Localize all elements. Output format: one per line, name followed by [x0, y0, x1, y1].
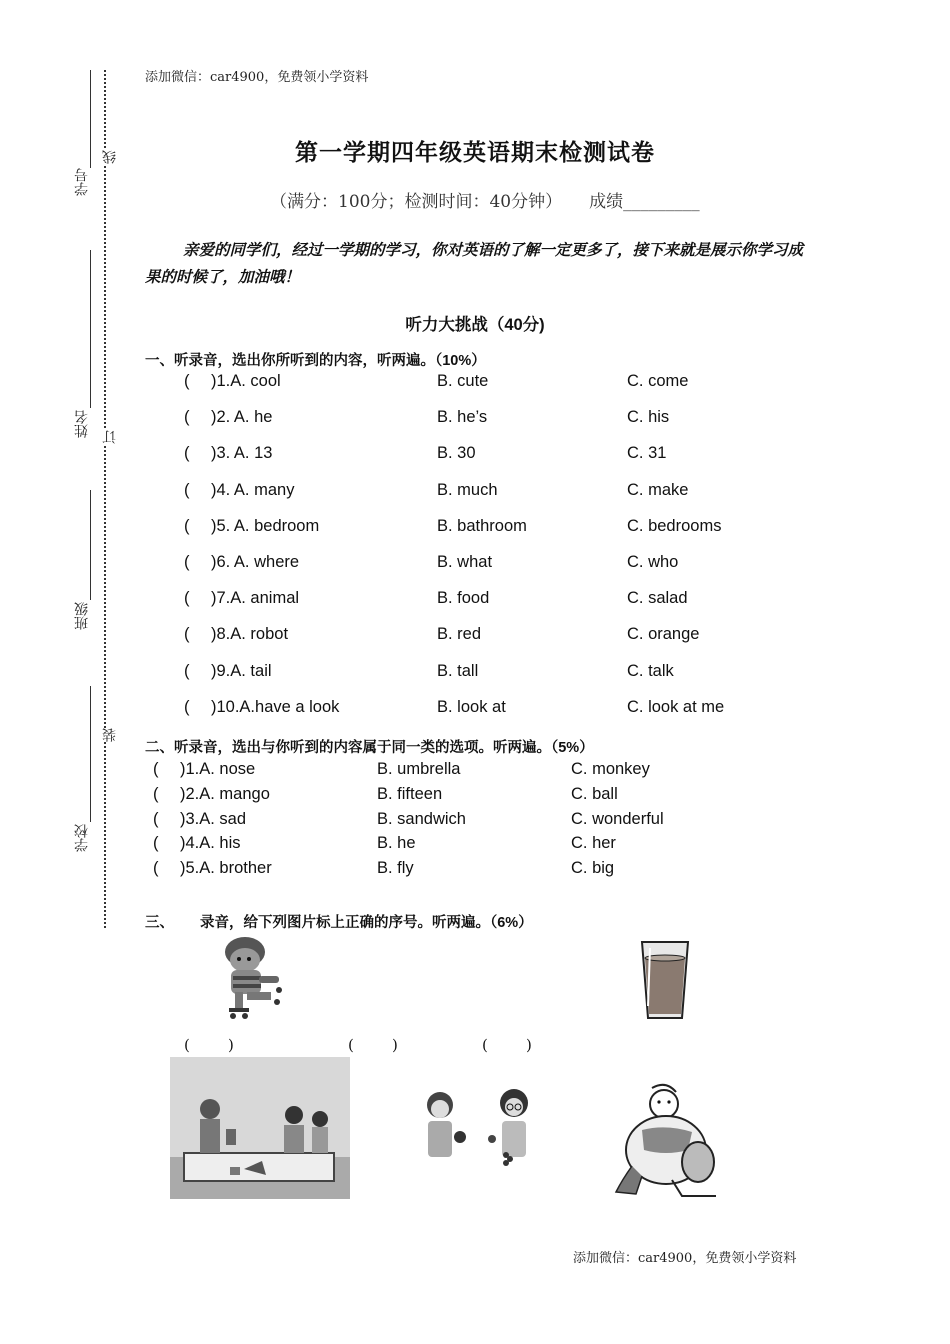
question-row	[0, 481, 950, 505]
option-b: B. red	[437, 625, 482, 644]
option-c: C. 31	[627, 444, 667, 463]
option-a: )10.A.have a look	[211, 697, 340, 716]
option-b: B. 30	[437, 444, 476, 463]
page-subtitle: （满分：100分；检测时间：40分钟） 成绩_________	[270, 192, 700, 212]
option-c: C. orange	[627, 625, 700, 644]
question-row	[0, 785, 950, 809]
picture-blank-3[interactable]: ( )	[482, 1036, 532, 1054]
option-a: )6. A. where	[211, 553, 300, 571]
option-c: C. make	[627, 480, 689, 499]
question-row	[0, 553, 950, 577]
option-c: C. talk	[627, 661, 674, 680]
question-row	[0, 662, 950, 686]
question-row	[0, 408, 950, 432]
option-b: B. cute	[437, 372, 489, 390]
binding-label-school: 学校	[74, 824, 90, 852]
answer-paren[interactable]: (	[184, 372, 190, 390]
fat-man-picture	[612, 1080, 724, 1198]
binding-label-name: 姓名	[74, 410, 90, 438]
binding-char-fold: 装	[102, 728, 118, 742]
question-row	[0, 834, 950, 858]
answer-paren[interactable]: (	[184, 480, 190, 499]
option-b: B. what	[437, 553, 493, 571]
option-c: C. her	[571, 834, 616, 853]
answer-paren[interactable]: (	[184, 408, 190, 427]
option-a: )3.A. sad	[180, 809, 247, 828]
answer-paren[interactable]: (	[153, 784, 159, 803]
part2-heading: 二、听录音，选出与你听到的内容属于同一类的选项。听两遍。（5%）	[145, 740, 594, 756]
answer-paren[interactable]: (	[184, 625, 190, 644]
intro-paragraph: 亲爱的同学们，经过一学期的学习，你对英语的了解一定更多了，接下来就是展示你学习成果的时候了，加油哦！	[145, 240, 804, 286]
binding-char-line: 线	[102, 150, 118, 164]
option-b: B. food	[437, 589, 490, 608]
answer-paren[interactable]: (	[184, 516, 190, 535]
answer-paren[interactable]: (	[153, 809, 159, 828]
picture-blank-2[interactable]: ( )	[348, 1036, 398, 1054]
option-a: )8.A. robot	[211, 625, 289, 644]
option-a: )5. A. bedroom	[211, 516, 320, 535]
option-c: C. look at me	[627, 697, 725, 716]
juice-glass-picture	[636, 936, 694, 1024]
option-b: B. he	[377, 834, 416, 853]
option-a: )3. A. 13	[211, 444, 273, 463]
option-a: )4.A. his	[180, 834, 241, 853]
option-b: B. he’s	[437, 408, 488, 427]
question-row	[0, 760, 950, 784]
question-row	[0, 859, 950, 883]
option-a: )5.A. brother	[180, 859, 272, 878]
option-c: C. bedrooms	[627, 516, 722, 535]
option-a: )1.A. nose	[180, 760, 256, 778]
option-b: B. look at	[437, 697, 506, 716]
question-row	[0, 625, 950, 649]
part3-heading-prefix: 三、	[145, 915, 174, 931]
option-a: )4. A. many	[211, 480, 295, 499]
option-c: C. salad	[627, 589, 688, 608]
option-a: )1.A. cool	[211, 372, 281, 390]
question-row	[0, 810, 950, 834]
option-b: B. umbrella	[377, 760, 461, 778]
option-c: C. big	[571, 859, 615, 878]
binding-label-class: 班级	[74, 602, 90, 630]
answer-paren[interactable]: (	[184, 553, 190, 571]
answer-paren[interactable]: (	[184, 697, 190, 716]
answer-paren[interactable]: (	[153, 859, 159, 878]
option-b: B. much	[437, 480, 498, 499]
section-title: 听力大挑战（40分)	[405, 316, 545, 334]
binding-label-student-id: 学号	[74, 168, 90, 196]
answer-paren[interactable]: (	[184, 589, 190, 608]
answer-paren[interactable]: (	[153, 760, 159, 778]
option-b: B. tall	[437, 661, 479, 680]
option-c: C. come	[627, 372, 689, 390]
option-b: B. fifteen	[377, 784, 443, 803]
option-c: C. monkey	[571, 760, 650, 778]
skater-boy-picture	[213, 932, 289, 1020]
option-c: C. who	[627, 553, 679, 571]
header-note: 添加微信：car4900，免费领小学资料	[145, 70, 369, 85]
class-blank	[90, 490, 91, 600]
option-a: )7.A. animal	[211, 589, 300, 608]
footer-note: 添加微信：car4900，免费领小学资料	[573, 1251, 797, 1266]
option-a: )9.A. tail	[211, 661, 272, 680]
option-a: )2.A. mango	[180, 784, 270, 803]
binding-char-bind: 订	[102, 430, 118, 444]
option-a: )2. A. he	[211, 408, 273, 427]
question-row	[0, 698, 950, 722]
picture-blank-1[interactable]: ( )	[184, 1036, 234, 1054]
family-shopping-picture	[170, 1057, 350, 1199]
question-row	[0, 589, 950, 613]
option-c: C. his	[627, 408, 670, 427]
question-row	[0, 517, 950, 541]
girls-with-fruit-picture	[416, 1083, 540, 1175]
answer-paren[interactable]: (	[184, 444, 190, 463]
part1-heading: 一、听录音，选出你所听到的内容，听两遍。（10%）	[145, 353, 486, 369]
page-title: 第一学期四年级英语期末检测试卷	[295, 139, 655, 166]
option-b: B. bathroom	[437, 516, 527, 535]
option-b: B. fly	[377, 859, 414, 878]
question-row	[0, 372, 950, 396]
part3-heading-rest: 录音，给下列图片标上正确的序号。听两遍。（6%）	[200, 915, 533, 931]
question-row	[0, 444, 950, 468]
option-c: C. ball	[571, 784, 618, 803]
option-b: B. sandwich	[377, 809, 466, 828]
answer-paren[interactable]: (	[184, 661, 190, 680]
part3-heading	[145, 911, 533, 932]
option-c: C. wonderful	[571, 809, 664, 828]
answer-paren[interactable]: (	[153, 834, 159, 853]
